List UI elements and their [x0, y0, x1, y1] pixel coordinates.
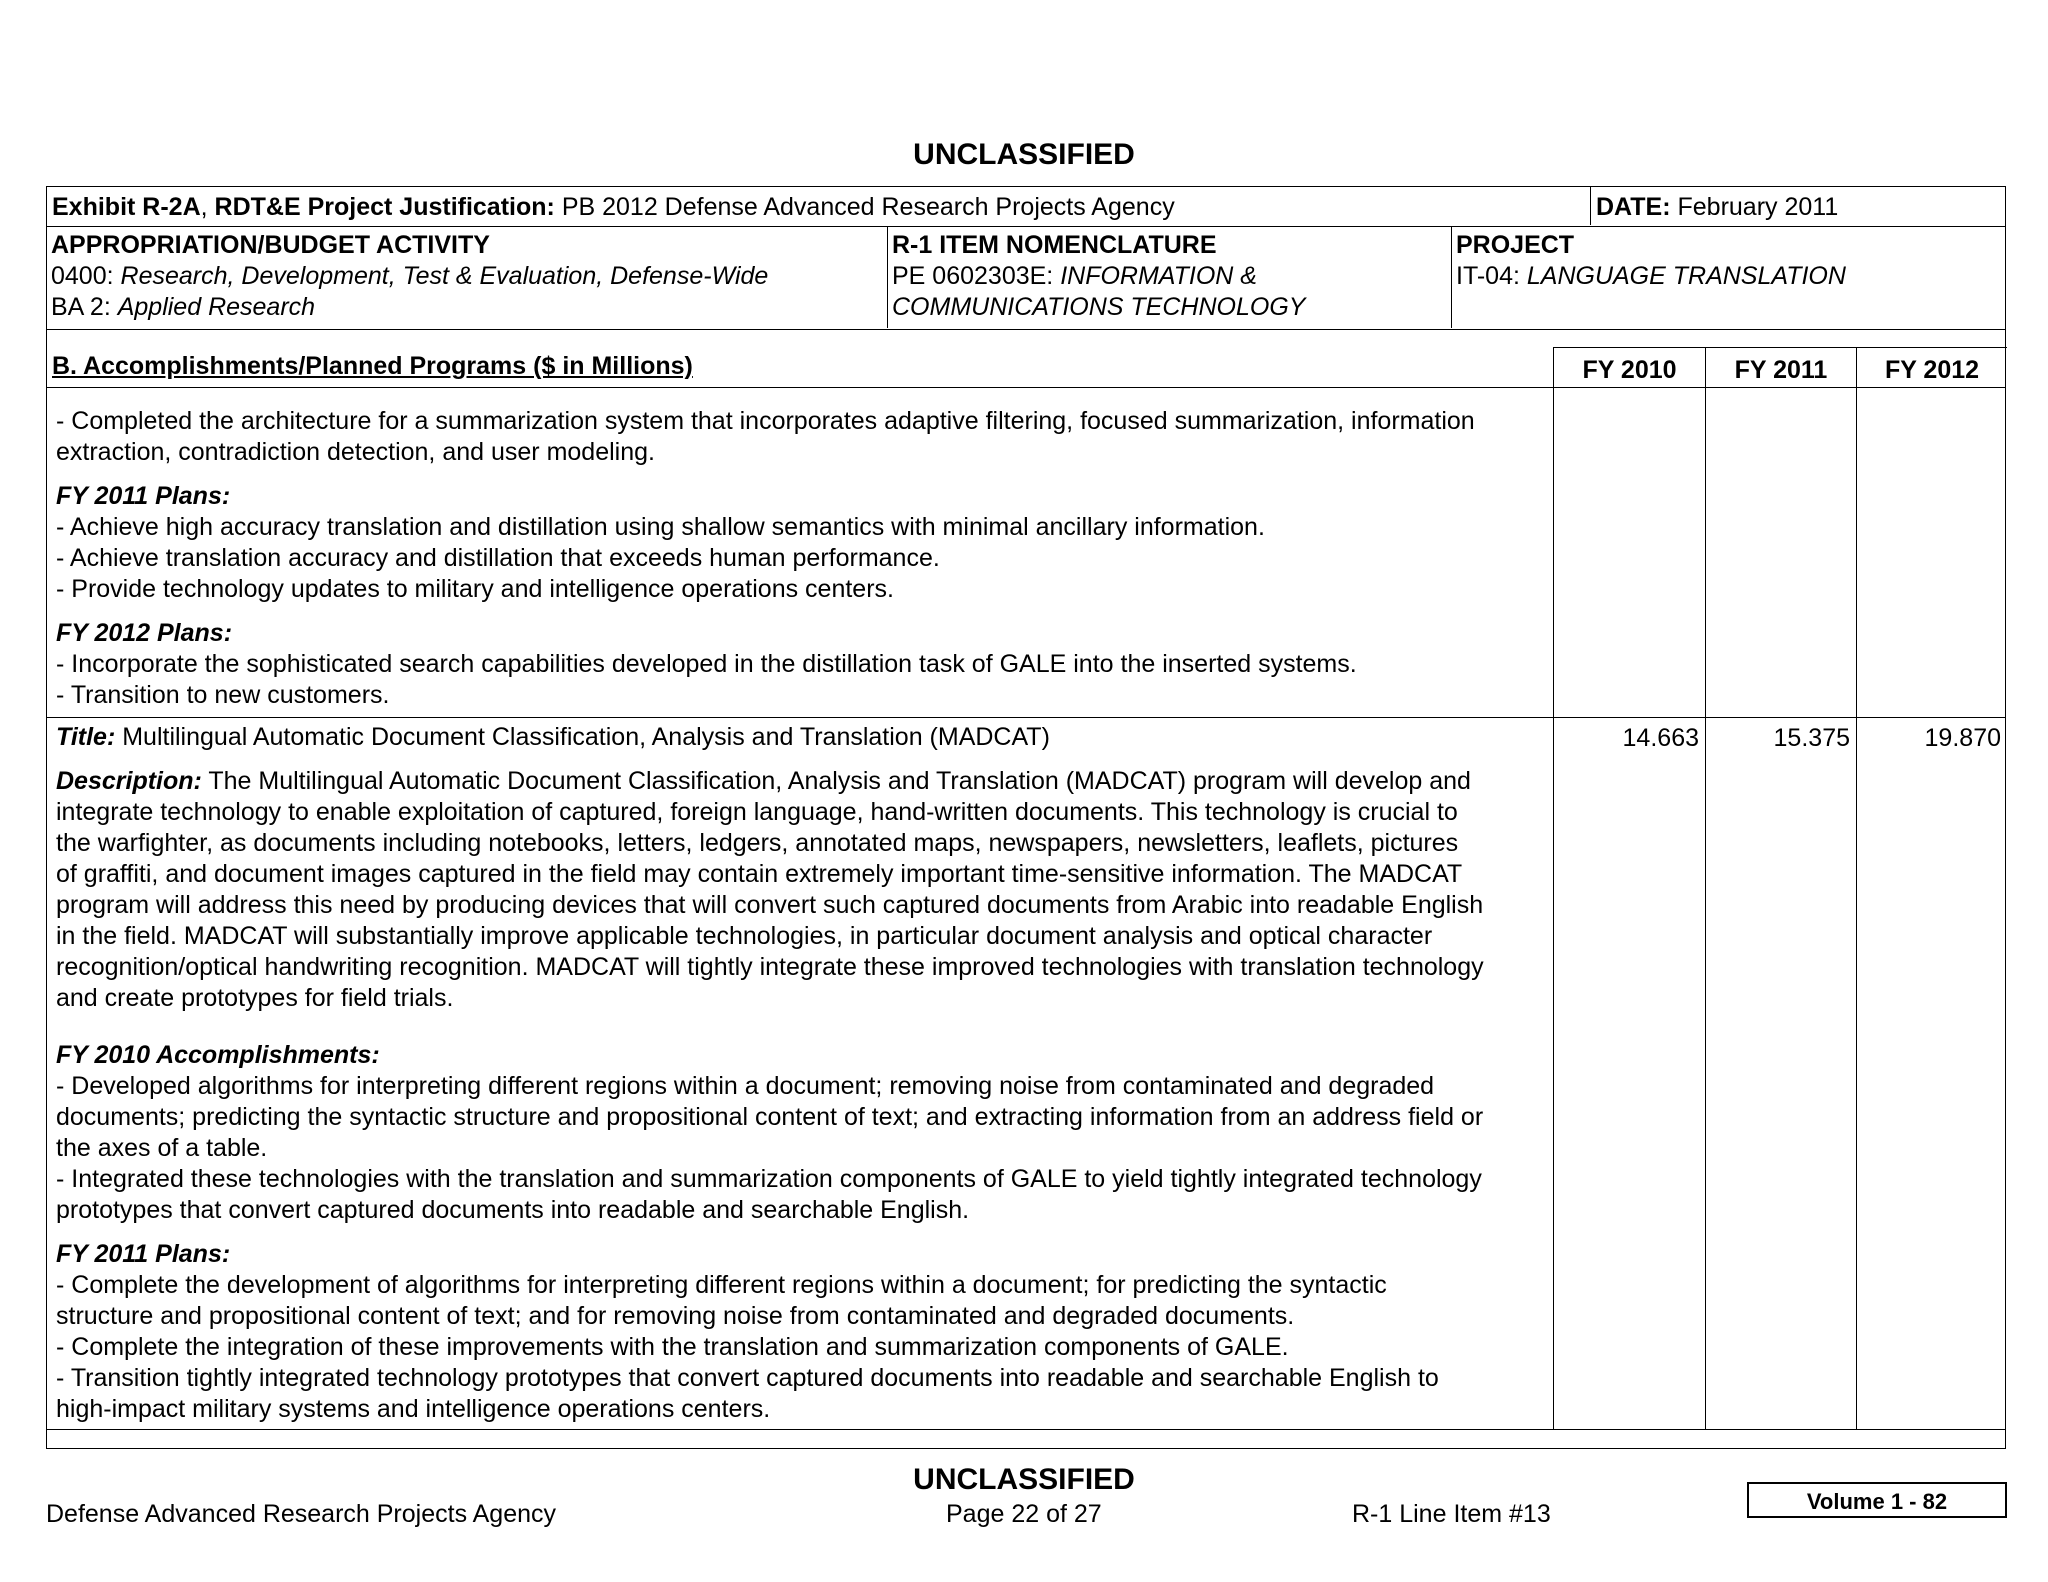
description-line: program will address this need by producing devices that will convert such captured documents from Arabic into readable English [56, 891, 1484, 919]
classification-bottom: UNCLASSIFIED [913, 1463, 1135, 1496]
r1-cell [887, 227, 1451, 328]
table-bottom-rule [47, 1429, 2005, 1430]
classification-top: UNCLASSIFIED [913, 138, 1135, 171]
justification-value: PB 2012 Defense Advanced Research Projects Agency [561, 193, 1175, 221]
block1-line1: - Completed the architecture for a summarization system that incorporates adaptive filtering, focused summarization, information [56, 407, 1475, 435]
block1-fy2012-heading: FY 2012 Plans: [56, 619, 233, 647]
ba-code: BA 2: [51, 293, 111, 321]
section-rule [47, 387, 2005, 388]
date-label: DATE: [1596, 193, 1671, 221]
title-value: Multilingual Automatic Document Classification, Analysis and Translation (MADCAT) [122, 723, 1050, 751]
r1-label: R-1 ITEM NOMENCLATURE [892, 231, 1217, 259]
project-code: IT-04: [1456, 262, 1520, 290]
date-cell [1590, 187, 2005, 225]
fy2011-line: - Complete the integration of these improvements with the translation and summarization components of GALE. [56, 1333, 1289, 1361]
exhibit-label: Exhibit R-2A [52, 193, 201, 221]
block1-fy2011-item: - Achieve high accuracy translation and distillation using shallow semantics with minimal ancillary information. [56, 513, 1265, 541]
exhibit-frame [46, 186, 2006, 1449]
block1-line2: extraction, contradiction detection, and user modeling. [56, 438, 655, 466]
appropriation-cell [47, 227, 887, 328]
exhibit-row [47, 187, 2005, 227]
description-line: of graffiti, and document images captured in the field may contain extremely important time-sensitive information. The MADCAT [56, 860, 1463, 888]
fy2011-heading: FY 2011 Plans: [56, 1240, 231, 1268]
description-label: Description: [56, 767, 202, 795]
fy2010-line: the axes of a table. [56, 1134, 268, 1162]
fy2011-line: - Complete the development of algorithms for interpreting different regions within a document; for predicting the syntactic [56, 1271, 1387, 1299]
appropriation-name: Research, Development, Test & Evaluation, Defense-Wide [120, 262, 769, 290]
fy2010-line: prototypes that convert captured documents into readable and searchable English. [56, 1196, 970, 1224]
fy2010-line: - Developed algorithms for interpreting different regions within a document; removing noise from contaminated and degraded [56, 1072, 1435, 1100]
amount-fy2010: 14.663 [1622, 724, 1699, 752]
fy-header-2011: FY 2011 [1705, 347, 1856, 387]
footer-agency: Defense Advanced Research Projects Agency [46, 1500, 557, 1528]
description-line: integrate technology to enable exploitation of captured, foreign language, hand-written documents. This technology is crucial to [56, 798, 1458, 826]
footer-line-item: R-1 Line Item #13 [1352, 1500, 1551, 1528]
r1-code: PE 0602303E: [892, 262, 1054, 290]
block1-fy2011-item: - Provide technology updates to military and intelligence operations centers. [56, 575, 894, 603]
fy2010-heading: FY 2010 Accomplishments: [56, 1041, 380, 1069]
date-value: February 2011 [1677, 193, 1839, 221]
block2-text [56, 722, 1596, 1425]
col-line-fy2012 [1856, 387, 1857, 1429]
block1-fy2012-item: - Incorporate the sophisticated search capabilities developed in the distillation task of GALE into the inserted systems. [56, 650, 1357, 678]
fy-header-2012: FY 2012 [1856, 347, 2007, 387]
fy2011-line: structure and propositional content of text; and for removing noise from contaminated and degraded documents. [56, 1302, 1295, 1330]
col-line-fy2011 [1705, 387, 1706, 1429]
fy-header-2010: FY 2010 [1553, 347, 1705, 387]
block-divider [47, 717, 2005, 718]
block1-fy2012-item: - Transition to new customers. [56, 681, 390, 709]
description-line: in the field. MADCAT will substantially improve applicable technologies, in particular document analysis and optical character [56, 922, 1433, 950]
fy2010-line: - Integrated these technologies with the translation and summarization components of GALE to yield tightly integrated technology [56, 1165, 1482, 1193]
block1-fy2011-item: - Achieve translation accuracy and distillation that exceeds human performance. [56, 544, 940, 572]
project-cell [1451, 227, 2005, 328]
justification-label: RDT&E Project Justification: [214, 193, 555, 221]
project-label: PROJECT [1456, 231, 1575, 259]
footer-page: Page 22 of 27 [946, 1500, 1102, 1528]
project-name: LANGUAGE TRANSLATION [1526, 262, 1846, 290]
description-line: the warfighter, as documents including notebooks, letters, ledgers, annotated maps, newspapers, newsletters, leaflets, pictures [56, 829, 1459, 857]
ba-name: Applied Research [117, 293, 316, 321]
r1-name-line1: INFORMATION & [1060, 262, 1257, 290]
description-line: The Multilingual Automatic Document Classification, Analysis and Translation (MADCAT) program will develop and [201, 767, 1471, 795]
fy2011-line: high-impact military systems and intelligence operations centers. [56, 1395, 771, 1423]
amount-fy2012: 19.870 [1924, 724, 2001, 752]
fy2011-line: - Transition tightly integrated technology prototypes that convert captured documents into readable and searchable English to [56, 1364, 1439, 1392]
exhibit-sep: , [200, 193, 208, 221]
appropriation-code: 0400: [51, 262, 114, 290]
r1-name-line2: COMMUNICATIONS TECHNOLOGY [892, 293, 1306, 321]
fy2010-line: documents; predicting the syntactic structure and propositional content of text; and extracting information from an address field or [56, 1103, 1484, 1131]
block1-fy2011-heading: FY 2011 Plans: [56, 482, 231, 510]
description-line: recognition/optical handwriting recognition. MADCAT will tightly integrate these improved technologies with translation technology [56, 953, 1484, 981]
amount-fy2011: 15.375 [1773, 724, 1850, 752]
title-label: Title: [56, 723, 116, 751]
section-title: B. Accomplishments/Planned Programs ($ in Millions) [52, 352, 693, 380]
appropriation-label: APPROPRIATION/BUDGET ACTIVITY [51, 231, 490, 259]
description-line: and create prototypes for field trials. [56, 984, 454, 1012]
appropriation-row [47, 227, 2005, 330]
footer-volume: Volume 1 - 82 [1747, 1482, 2007, 1518]
block1-text [56, 406, 1596, 711]
exhibit-title [52, 193, 1175, 222]
